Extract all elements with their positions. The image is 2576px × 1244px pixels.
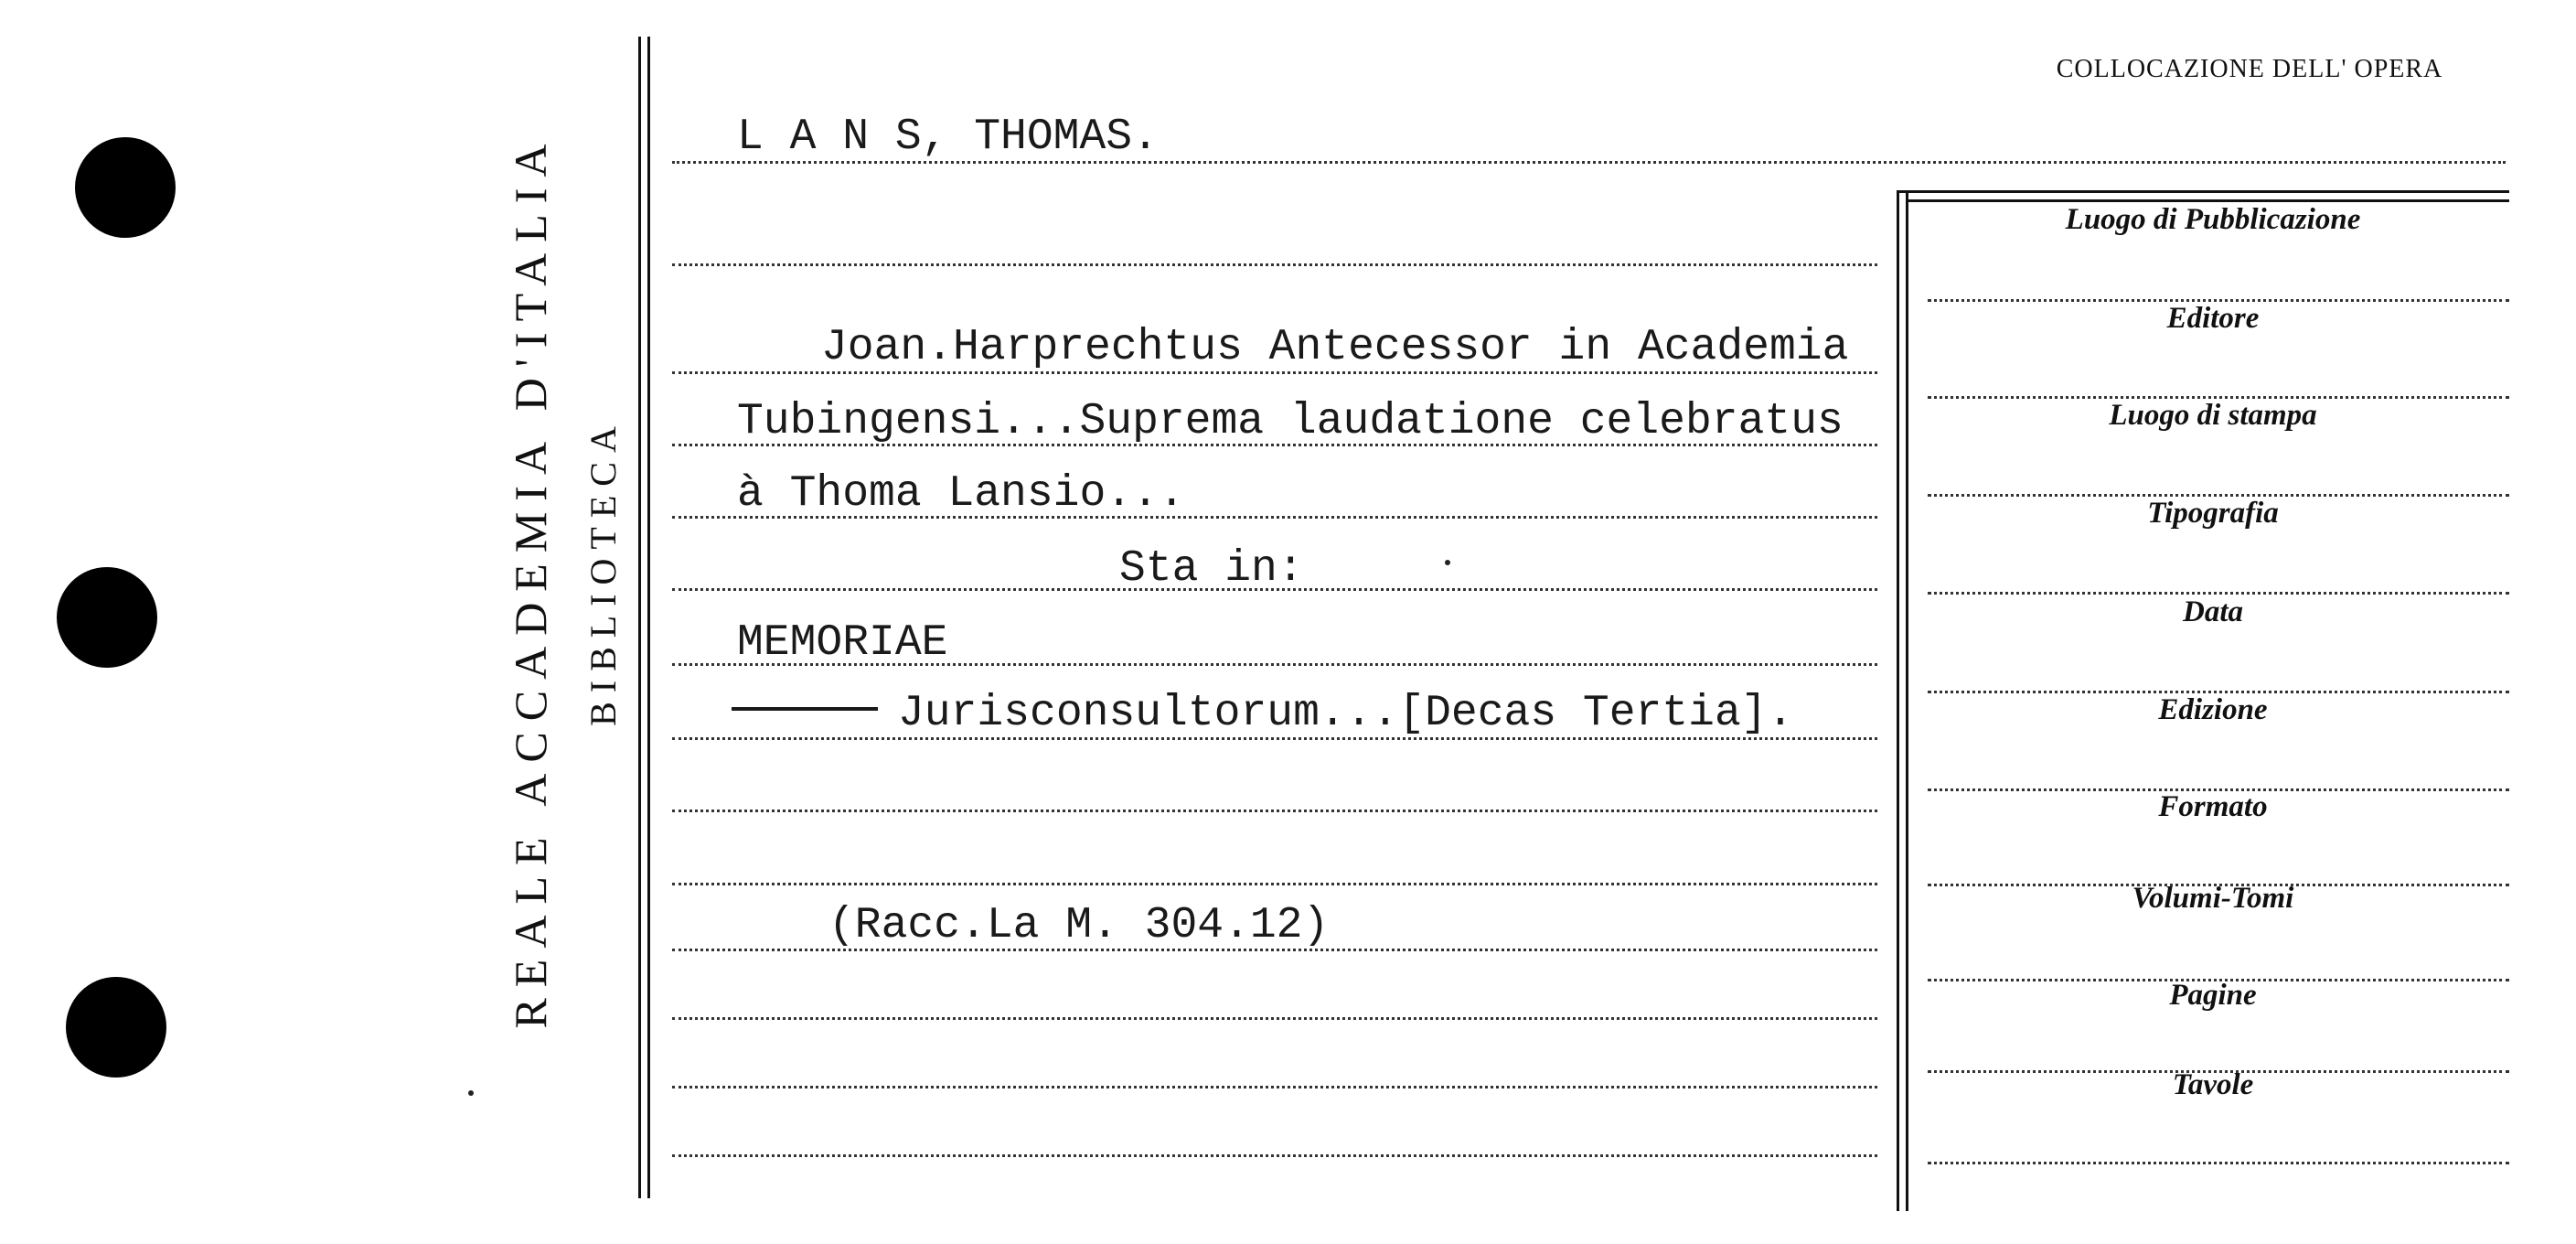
writing-line — [672, 810, 1877, 812]
left-margin-rule-inner — [647, 37, 650, 1198]
field-line — [1928, 592, 2509, 595]
title-line-2: Tubingensi...Suprema laudatione celebratus — [737, 397, 1844, 446]
field-label-tipografia: Tipografia — [2147, 497, 2279, 530]
field-line — [1928, 1162, 2509, 1164]
ink-speck — [468, 1090, 474, 1096]
writing-line — [672, 883, 1877, 885]
ink-speck — [1445, 560, 1450, 565]
field-label-luogo-stampa: Luogo di stampa — [2109, 399, 2317, 432]
binder-hole-bottom — [66, 977, 166, 1078]
shelfmark: (Racc.La M. 304.12) — [828, 901, 1330, 950]
series-subtitle-line — [732, 688, 1793, 739]
contained-in-label: Sta in: — [1119, 544, 1304, 594]
location-header: COLLOCAZIONE DELL' OPERA — [2056, 55, 2443, 83]
writing-line — [672, 1017, 1877, 1020]
department-name: BIBLIOTECA — [583, 417, 624, 726]
field-label-edizione: Edizione — [2158, 693, 2268, 726]
field-label-formato: Formato — [2158, 790, 2268, 823]
field-label-pagine: Pagine — [2169, 979, 2257, 1012]
writing-line — [672, 1154, 1877, 1157]
writing-line — [672, 1086, 1877, 1088]
left-margin-rule — [638, 37, 641, 1198]
series-title: MEMORIAE — [737, 618, 948, 668]
title-line-3: à Thoma Lansio... — [737, 469, 1185, 519]
right-panel-rule — [1897, 190, 1899, 1211]
binder-hole-top — [75, 137, 176, 238]
right-panel-top-rule-inner — [1906, 199, 2509, 202]
writing-line — [672, 263, 1877, 266]
field-label-data: Data — [2183, 595, 2243, 628]
right-panel-top-rule — [1897, 190, 2509, 193]
field-label-editore: Editore — [2166, 302, 2260, 335]
series-subtitle: Jurisconsultorum...[Decas Tertia]. — [898, 689, 1794, 738]
title-line-1: Joan.Harprechtus Antecessor in Academia — [821, 323, 1849, 372]
repeat-dash — [732, 707, 878, 711]
institution-name: REALE ACCADEMIA D'ITALIA — [505, 133, 556, 1029]
author-heading: L A N S, THOMAS. — [737, 113, 1159, 162]
field-label-luogo-pubblicazione: Luogo di Pubblicazione — [2065, 203, 2361, 236]
field-label-volumi-tomi: Volumi-Tomi — [2132, 882, 2294, 915]
field-label-tavole: Tavole — [2172, 1068, 2254, 1101]
binder-hole-middle — [57, 567, 157, 668]
right-panel-rule-inner — [1906, 190, 1908, 1211]
